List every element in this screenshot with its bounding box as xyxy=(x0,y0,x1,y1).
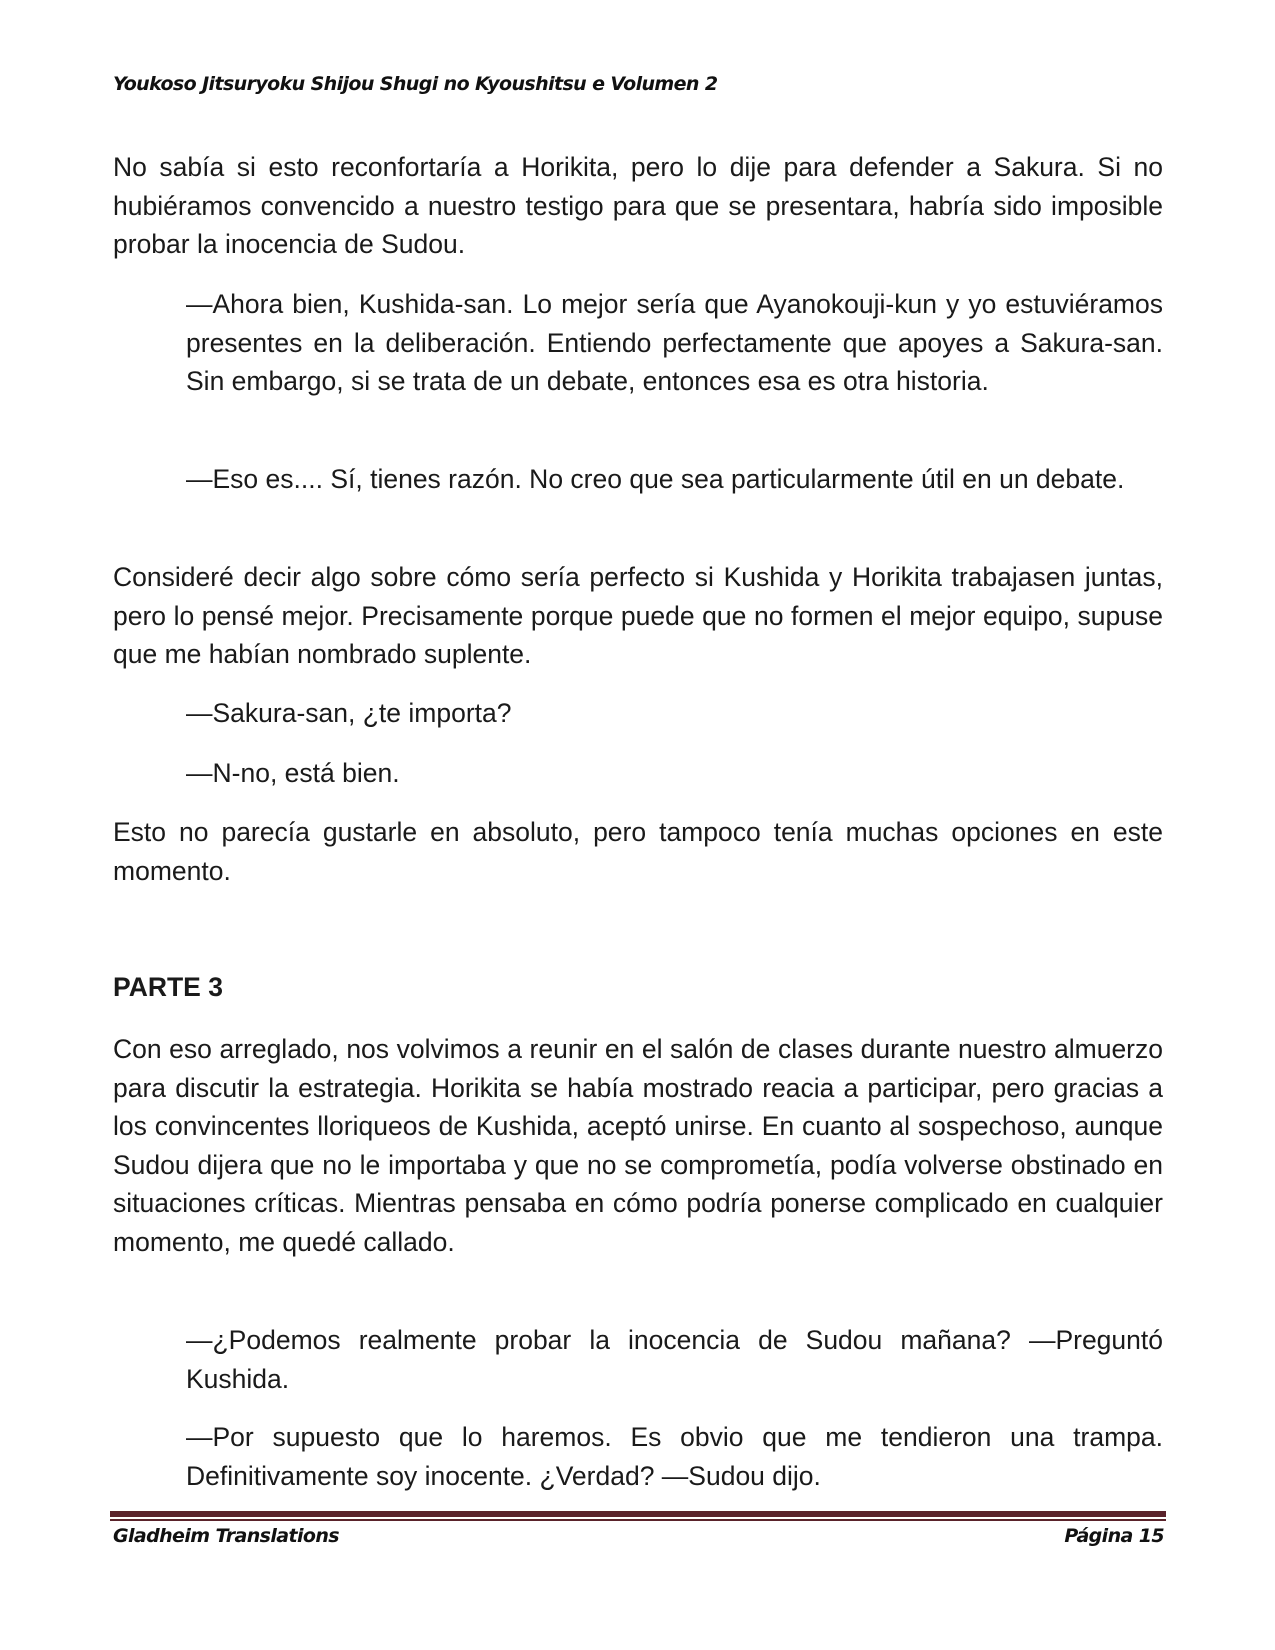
running-header: Youkoso Jitsuryoku Shijou Shugi no Kyoushitsu e Volumen 2 xyxy=(113,73,718,95)
paragraph: Con eso arreglado, nos volvimos a reunir en el salón de clases durante nuestro almuerzo para discutir la estrategia. Horikita se había mostrado reacia a participar, pero gracias a los convincentes lloriqueos de Kushida, aceptó unirse. En cuanto al sospechoso, aunque Sudou dijera que no le importaba y que no se comprometía, podía volverse obstinado en situaciones críticas. Mientras pensaba en cómo podría ponerse complicado en cualquier momento, me quedé callado. xyxy=(113,1034,1163,1257)
paragraph: Esto no parecía gustarle en absoluto, pero tampoco tenía muchas opciones en este momento. xyxy=(113,817,1163,886)
paragraph: No sabía si esto reconfortaría a Horikita, pero lo dije para defender a Sakura. Si no hubiéramos convencido a nuestro testigo para que se presentara, habría sido imposible probar la inocencia de Sudou. xyxy=(113,152,1163,259)
footer-credit: Gladheim Translations xyxy=(113,1525,339,1547)
dialogue-paragraph: —¿Podemos realmente probar la inocencia de Sudou mañana? —Preguntó Kushida. xyxy=(186,1325,1163,1394)
dialogue-paragraph: —Ahora bien, Kushida-san. Lo mejor sería que Ayanokouji-kun y yo estuviéramos presentes en la deliberación. Entiendo perfectamente que apoyes a Sakura-san. Sin embargo, si se trata de un debate, entonces esa es otra historia. xyxy=(186,289,1163,396)
dialogue-paragraph: —Por supuesto que lo haremos. Es obvio que me tendieron una trampa. Definitivamente soy inocente. ¿Verdad? —Sudou dijo. xyxy=(186,1422,1163,1491)
paragraph: Consideré decir algo sobre cómo sería perfecto si Kushida y Horikita trabajasen juntas, pero lo pensé mejor. Precisamente porque puede que no formen el mejor equipo, supuse que me habían nombrado suplente. xyxy=(113,562,1163,669)
dialogue-paragraph: —N-no, está bien. xyxy=(186,758,400,788)
footer-rule-thin xyxy=(110,1519,1166,1521)
dialogue-paragraph: —Sakura-san, ¿te importa? xyxy=(186,698,512,728)
page-number: Página 15 xyxy=(1064,1525,1164,1547)
section-heading: PARTE 3 xyxy=(113,972,223,1002)
dialogue-paragraph: —Eso es.... Sí, tienes razón. No creo que sea particularmente útil en un debate. xyxy=(186,464,1125,494)
footer-rule xyxy=(110,1511,1166,1517)
